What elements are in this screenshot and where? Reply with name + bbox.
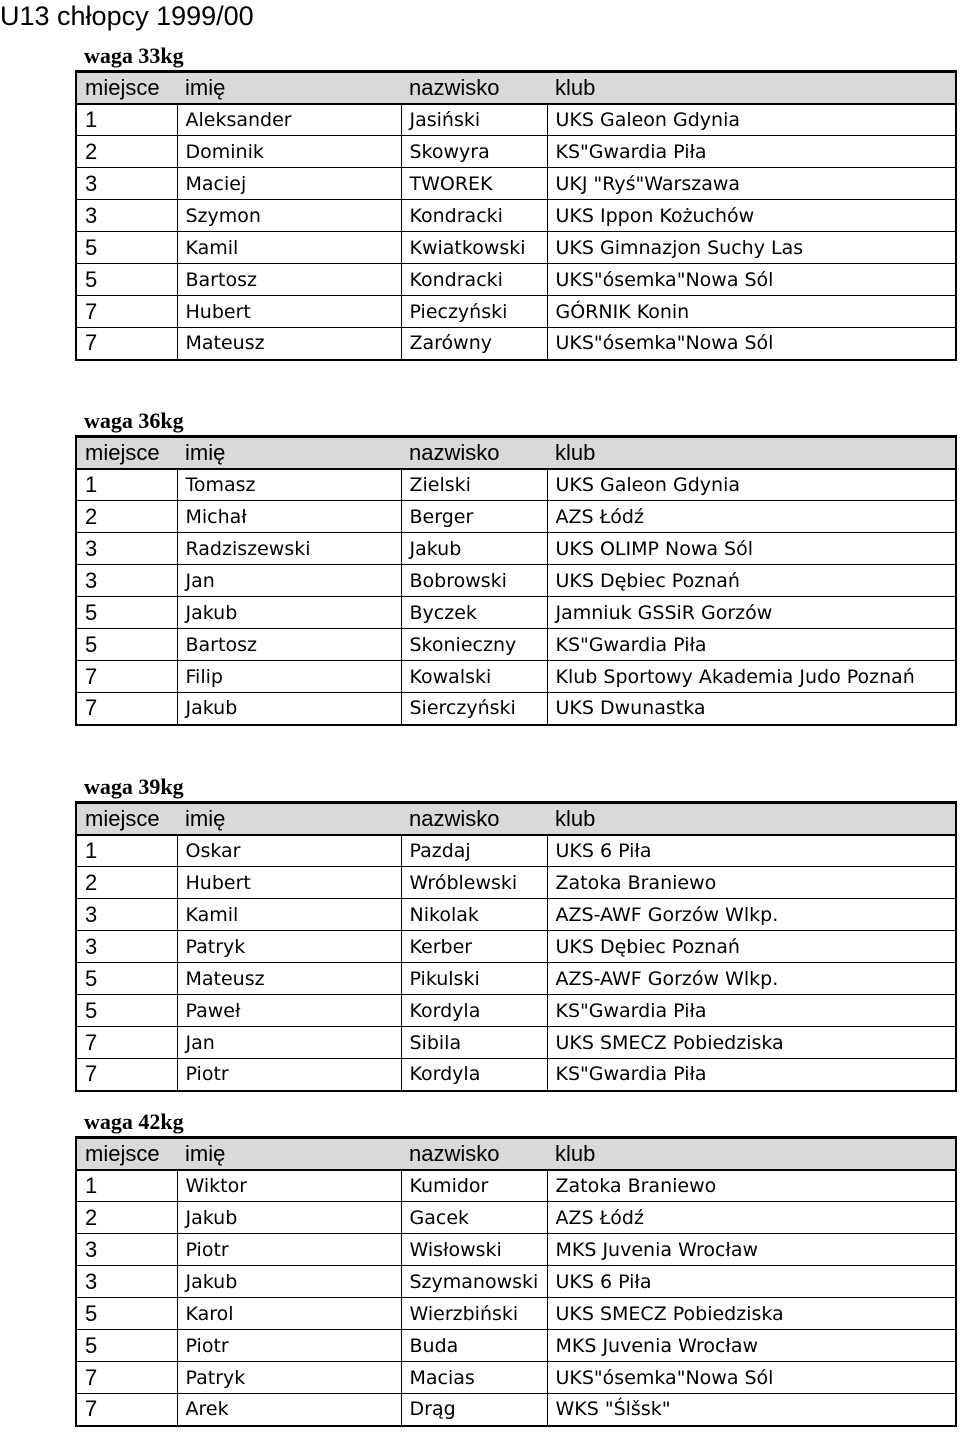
cell-first-name: Mateusz bbox=[177, 328, 401, 360]
cell-last-name: Kondracki bbox=[401, 200, 547, 232]
weight-section-42kg bbox=[75, 1104, 957, 1427]
table-row bbox=[76, 629, 956, 661]
cell-first-name: Jan bbox=[177, 1027, 401, 1059]
cell-last-name: Szymanowski bbox=[401, 1266, 547, 1298]
cell-last-name: Wierzbiński bbox=[401, 1298, 547, 1330]
cell-place: 2 bbox=[76, 1202, 177, 1234]
cell-first-name: Jakub bbox=[177, 1266, 401, 1298]
column-header-last-name: nazwisko bbox=[401, 437, 547, 469]
cell-last-name: Zarówny bbox=[401, 328, 547, 360]
cell-last-name: Wróblewski bbox=[401, 867, 547, 899]
cell-place: 3 bbox=[76, 533, 177, 565]
cell-club: Zatoka Braniewo bbox=[547, 1170, 956, 1202]
cell-first-name: Piotr bbox=[177, 1059, 401, 1091]
table-row bbox=[76, 328, 956, 360]
cell-place: 5 bbox=[76, 963, 177, 995]
table-row bbox=[76, 1330, 956, 1362]
cell-first-name: Piotr bbox=[177, 1234, 401, 1266]
weight-category-title: waga 36kg bbox=[84, 408, 184, 433]
table-row bbox=[76, 963, 956, 995]
table-row bbox=[76, 597, 956, 629]
table-row bbox=[76, 1298, 956, 1330]
cell-place: 2 bbox=[76, 501, 177, 533]
cell-club: UKS OLIMP Nowa Sól bbox=[547, 533, 956, 565]
cell-last-name: Pikulski bbox=[401, 963, 547, 995]
weight-section-36kg bbox=[75, 403, 957, 726]
cell-club: UKS"ósemka"Nowa Sól bbox=[547, 328, 956, 360]
cell-club: UKS Galeon Gdynia bbox=[547, 469, 956, 501]
cell-club: AZS Łódź bbox=[547, 1202, 956, 1234]
table-row bbox=[76, 1394, 956, 1426]
cell-first-name: Tomasz bbox=[177, 469, 401, 501]
cell-first-name: Hubert bbox=[177, 867, 401, 899]
table-row bbox=[76, 661, 956, 693]
cell-first-name: Maciej bbox=[177, 168, 401, 200]
cell-place: 5 bbox=[76, 232, 177, 264]
cell-first-name: Jakub bbox=[177, 1202, 401, 1234]
table-row bbox=[76, 995, 956, 1027]
table-row bbox=[76, 200, 956, 232]
table-row bbox=[76, 1059, 956, 1091]
cell-first-name: Oskar bbox=[177, 835, 401, 867]
cell-place: 3 bbox=[76, 931, 177, 963]
column-header-place: miejsce bbox=[76, 803, 177, 835]
cell-place: 5 bbox=[76, 995, 177, 1027]
cell-last-name: Kowalski bbox=[401, 661, 547, 693]
cell-place: 1 bbox=[76, 835, 177, 867]
cell-club: KS"Gwardia Piła bbox=[547, 136, 956, 168]
cell-last-name: Kwiatkowski bbox=[401, 232, 547, 264]
cell-last-name: Wisłowski bbox=[401, 1234, 547, 1266]
column-header-club: klub bbox=[547, 803, 956, 835]
cell-first-name: Wiktor bbox=[177, 1170, 401, 1202]
cell-first-name: Arek bbox=[177, 1394, 401, 1426]
cell-club: UKS Dwunastka bbox=[547, 693, 956, 725]
cell-club: Klub Sportowy Akademia Judo Poznań bbox=[547, 661, 956, 693]
cell-place: 2 bbox=[76, 867, 177, 899]
cell-last-name: Drąg bbox=[401, 1394, 547, 1426]
cell-first-name: Filip bbox=[177, 661, 401, 693]
table-row bbox=[76, 232, 956, 264]
cell-last-name: Jakub bbox=[401, 533, 547, 565]
cell-last-name: Berger bbox=[401, 501, 547, 533]
column-header-club: klub bbox=[547, 1138, 956, 1170]
column-header-first-name: imię bbox=[177, 437, 401, 469]
cell-first-name: Szymon bbox=[177, 200, 401, 232]
table-row bbox=[76, 899, 956, 931]
cell-first-name: Kamil bbox=[177, 899, 401, 931]
cell-club: UKS"ósemka"Nowa Sól bbox=[547, 1362, 956, 1394]
cell-club: AZS-AWF Gorzów Wlkp. bbox=[547, 899, 956, 931]
cell-place: 5 bbox=[76, 264, 177, 296]
cell-place: 3 bbox=[76, 1266, 177, 1298]
cell-place: 7 bbox=[76, 1059, 177, 1091]
cell-first-name: Piotr bbox=[177, 1330, 401, 1362]
cell-first-name: Bartosz bbox=[177, 629, 401, 661]
cell-club: MKS Juvenia Wrocław bbox=[547, 1234, 956, 1266]
table-row bbox=[76, 533, 956, 565]
column-header-place: miejsce bbox=[76, 437, 177, 469]
page-title: U13 chłopcy 1999/00 bbox=[0, 1, 254, 31]
table-row bbox=[76, 565, 956, 597]
column-header-place: miejsce bbox=[76, 1138, 177, 1170]
cell-last-name: Nikolak bbox=[401, 899, 547, 931]
column-header-last-name: nazwisko bbox=[401, 72, 547, 104]
table-row bbox=[76, 501, 956, 533]
cell-club: Zatoka Braniewo bbox=[547, 867, 956, 899]
cell-first-name: Mateusz bbox=[177, 963, 401, 995]
column-header-club: klub bbox=[547, 437, 956, 469]
table-row bbox=[76, 168, 956, 200]
results-table bbox=[75, 1136, 957, 1427]
cell-last-name: Kordyla bbox=[401, 995, 547, 1027]
cell-first-name: Jakub bbox=[177, 693, 401, 725]
cell-place: 5 bbox=[76, 1330, 177, 1362]
table-row bbox=[76, 1202, 956, 1234]
cell-club: UKS Galeon Gdynia bbox=[547, 104, 956, 136]
cell-place: 1 bbox=[76, 104, 177, 136]
cell-club: UKS 6 Piła bbox=[547, 835, 956, 867]
cell-last-name: Pieczyński bbox=[401, 296, 547, 328]
cell-place: 3 bbox=[76, 899, 177, 931]
table-row bbox=[76, 835, 956, 867]
column-header-club: klub bbox=[547, 72, 956, 104]
table-row bbox=[76, 931, 956, 963]
cell-first-name: Hubert bbox=[177, 296, 401, 328]
cell-first-name: Karol bbox=[177, 1298, 401, 1330]
table-row bbox=[76, 1027, 956, 1059]
table-row bbox=[76, 136, 956, 168]
table-row bbox=[76, 693, 956, 725]
weight-section-33kg bbox=[75, 38, 957, 361]
cell-club: GÓRNIK Konin bbox=[547, 296, 956, 328]
cell-last-name: Macias bbox=[401, 1362, 547, 1394]
weight-category-title: waga 42kg bbox=[84, 1109, 184, 1134]
cell-last-name: Kerber bbox=[401, 931, 547, 963]
weight-category-title: waga 39kg bbox=[84, 774, 184, 799]
cell-last-name: Skowyra bbox=[401, 136, 547, 168]
table-row bbox=[76, 469, 956, 501]
cell-place: 5 bbox=[76, 629, 177, 661]
cell-last-name: Kumidor bbox=[401, 1170, 547, 1202]
cell-club: UKS Dębiec Poznań bbox=[547, 565, 956, 597]
table-row bbox=[76, 104, 956, 136]
table-header-row bbox=[76, 803, 956, 835]
cell-place: 1 bbox=[76, 469, 177, 501]
results-table bbox=[75, 435, 957, 726]
cell-club: Jamniuk GSSiR Gorzów bbox=[547, 597, 956, 629]
cell-last-name: Jasiński bbox=[401, 104, 547, 136]
table-row bbox=[76, 296, 956, 328]
cell-club: UKS 6 Piła bbox=[547, 1266, 956, 1298]
cell-place: 3 bbox=[76, 200, 177, 232]
cell-last-name: Sibila bbox=[401, 1027, 547, 1059]
cell-club: AZS-AWF Gorzów Wlkp. bbox=[547, 963, 956, 995]
results-table bbox=[75, 801, 957, 1092]
cell-last-name: Buda bbox=[401, 1330, 547, 1362]
cell-place: 7 bbox=[76, 661, 177, 693]
cell-last-name: Pazdaj bbox=[401, 835, 547, 867]
cell-club: UKS SMECZ Pobiedziska bbox=[547, 1298, 956, 1330]
cell-place: 2 bbox=[76, 136, 177, 168]
table-row bbox=[76, 867, 956, 899]
results-table bbox=[75, 70, 957, 361]
cell-club: KS"Gwardia Piła bbox=[547, 629, 956, 661]
table-header-row bbox=[76, 437, 956, 469]
table-row bbox=[76, 1362, 956, 1394]
cell-place: 5 bbox=[76, 1298, 177, 1330]
cell-first-name: Patryk bbox=[177, 931, 401, 963]
cell-club: UKS Ippon Kożuchów bbox=[547, 200, 956, 232]
column-header-last-name: nazwisko bbox=[401, 803, 547, 835]
table-header-row bbox=[76, 72, 956, 104]
cell-first-name: Michał bbox=[177, 501, 401, 533]
table-header-row bbox=[76, 1138, 956, 1170]
cell-club: MKS Juvenia Wrocław bbox=[547, 1330, 956, 1362]
cell-place: 7 bbox=[76, 1027, 177, 1059]
column-header-first-name: imię bbox=[177, 72, 401, 104]
table-row bbox=[76, 264, 956, 296]
cell-first-name: Aleksander bbox=[177, 104, 401, 136]
weight-category-title: waga 33kg bbox=[84, 43, 184, 68]
cell-club: KS"Gwardia Piła bbox=[547, 1059, 956, 1091]
cell-last-name: Gacek bbox=[401, 1202, 547, 1234]
cell-club: UKJ "Ryś"Warszawa bbox=[547, 168, 956, 200]
cell-last-name: Skonieczny bbox=[401, 629, 547, 661]
cell-place: 7 bbox=[76, 296, 177, 328]
cell-last-name: Zielski bbox=[401, 469, 547, 501]
cell-first-name: Bartosz bbox=[177, 264, 401, 296]
cell-place: 7 bbox=[76, 1394, 177, 1426]
cell-first-name: Kamil bbox=[177, 232, 401, 264]
column-header-place: miejsce bbox=[76, 72, 177, 104]
table-row bbox=[76, 1170, 956, 1202]
cell-place: 5 bbox=[76, 597, 177, 629]
cell-club: UKS Gimnazjon Suchy Las bbox=[547, 232, 956, 264]
cell-first-name: Paweł bbox=[177, 995, 401, 1027]
cell-club: WKS "Ślšsk" bbox=[547, 1394, 956, 1426]
column-header-last-name: nazwisko bbox=[401, 1138, 547, 1170]
cell-first-name: Jan bbox=[177, 565, 401, 597]
cell-last-name: Kordyla bbox=[401, 1059, 547, 1091]
cell-first-name: Patryk bbox=[177, 1362, 401, 1394]
weight-section-39kg bbox=[75, 769, 957, 1092]
cell-place: 3 bbox=[76, 1234, 177, 1266]
cell-place: 1 bbox=[76, 1170, 177, 1202]
cell-place: 7 bbox=[76, 328, 177, 360]
cell-last-name: Kondracki bbox=[401, 264, 547, 296]
cell-place: 3 bbox=[76, 168, 177, 200]
cell-club: KS"Gwardia Piła bbox=[547, 995, 956, 1027]
cell-place: 7 bbox=[76, 1362, 177, 1394]
cell-last-name: Sierczyński bbox=[401, 693, 547, 725]
cell-club: UKS Dębiec Poznań bbox=[547, 931, 956, 963]
table-row bbox=[76, 1266, 956, 1298]
cell-last-name: TWOREK bbox=[401, 168, 547, 200]
cell-club: AZS Łódź bbox=[547, 501, 956, 533]
cell-place: 7 bbox=[76, 693, 177, 725]
cell-first-name: Jakub bbox=[177, 597, 401, 629]
cell-first-name: Dominik bbox=[177, 136, 401, 168]
column-header-first-name: imię bbox=[177, 1138, 401, 1170]
table-row bbox=[76, 1234, 956, 1266]
cell-last-name: Byczek bbox=[401, 597, 547, 629]
cell-last-name: Bobrowski bbox=[401, 565, 547, 597]
cell-place: 3 bbox=[76, 565, 177, 597]
cell-club: UKS"ósemka"Nowa Sól bbox=[547, 264, 956, 296]
cell-first-name: Radziszewski bbox=[177, 533, 401, 565]
column-header-first-name: imię bbox=[177, 803, 401, 835]
cell-club: UKS SMECZ Pobiedziska bbox=[547, 1027, 956, 1059]
